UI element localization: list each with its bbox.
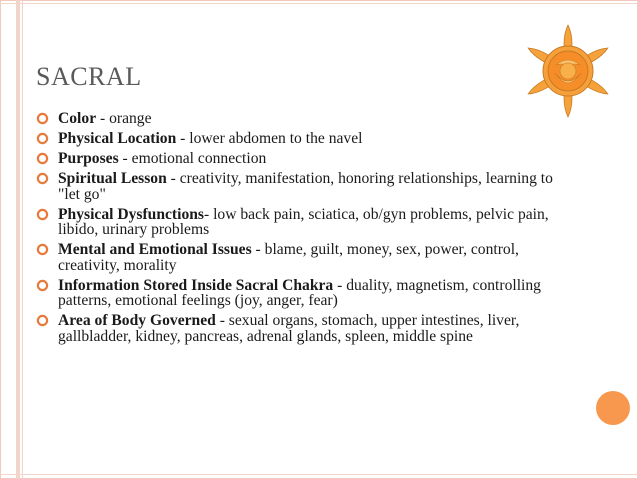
sacral-chakra-lotus-icon (520, 23, 616, 119)
circle-bullet-icon (36, 208, 49, 221)
circle-bullet-icon (36, 132, 49, 145)
item-description: - lower abdomen to the navel (176, 130, 363, 147)
circle-bullet-icon (36, 314, 49, 327)
circle-bullet-icon (36, 152, 49, 165)
item-term: Information Stored Inside Sacral Chakra (58, 276, 334, 294)
top-decorative-line (0, 3, 638, 4)
list-item (36, 171, 576, 202)
left-decorative-line (22, 0, 23, 479)
item-term: Spiritual Lesson (58, 170, 167, 187)
item-term: Area of Body Governed (58, 312, 216, 329)
list-item (36, 111, 576, 127)
item-description: - emotional connection (118, 150, 267, 167)
item-description: - orange (96, 110, 152, 127)
list-item (36, 207, 576, 238)
item-description: - duality, magnetism, controlling patterns, emotional feelings (joy, anger, fear) (58, 276, 541, 309)
left-decorative-bar (16, 0, 20, 479)
item-description: - sexual organs, stomach, upper intestines, liver, gallbladder, kidney, pancreas, adrenal glands, spleen, middle spine (58, 312, 520, 345)
item-term: Physical Dysfunctions (58, 205, 204, 223)
item-description: - low back pain, sciatica, ob/gyn problems, pelvic pain, libido, urinary problems (58, 205, 549, 238)
item-term: Color (58, 110, 97, 127)
list-item (36, 131, 576, 147)
circle-bullet-icon (36, 279, 49, 292)
decorative-orange-circle (596, 391, 630, 425)
item-description: - blame, guilt, money, sex, power, control, creativity, morality (58, 241, 519, 274)
circle-bullet-icon (36, 243, 49, 256)
item-term: Physical Location (58, 130, 177, 147)
list-item (36, 313, 576, 344)
circle-bullet-icon (36, 112, 49, 125)
list-item (36, 278, 576, 309)
bullet-list (36, 111, 576, 349)
slide-title: SACRAL (36, 62, 142, 91)
item-term: Mental and Emotional Issues (58, 241, 252, 258)
list-item (36, 151, 576, 167)
item-description: - creativity, manifestation, honoring relationships, learning to "let go" (58, 170, 553, 203)
item-term: Purposes (58, 150, 119, 167)
bottom-decorative-line (0, 474, 638, 475)
list-item (36, 242, 576, 273)
circle-bullet-icon (36, 172, 49, 185)
